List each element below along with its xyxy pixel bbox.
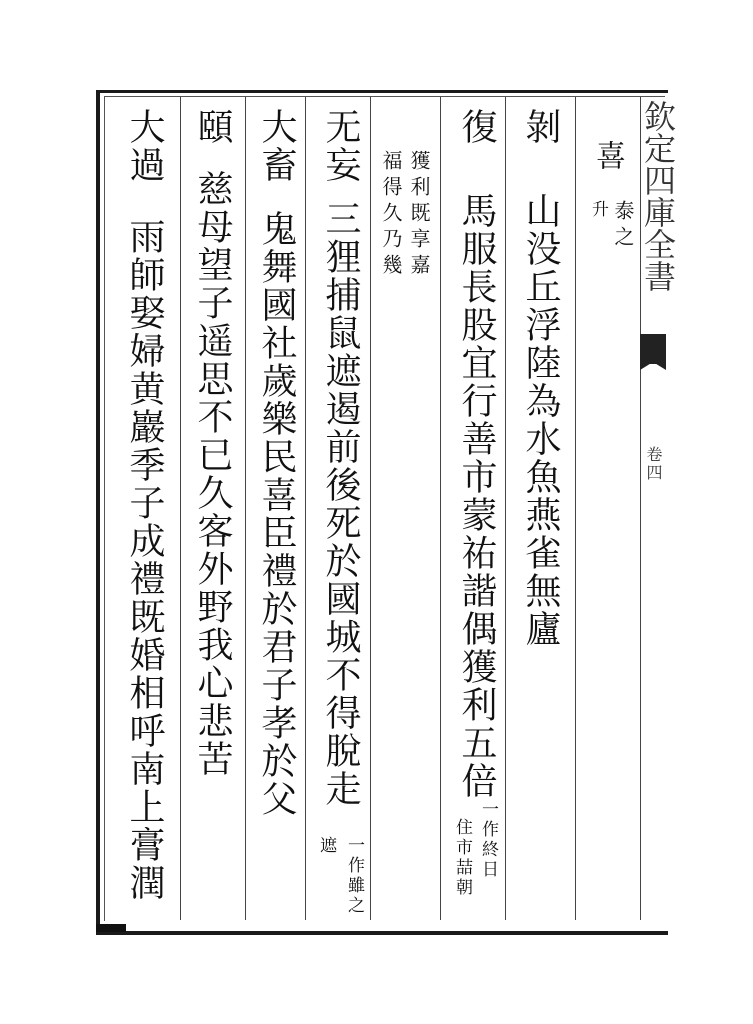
column-divider <box>440 97 441 920</box>
column-divider <box>505 97 506 920</box>
section-subtitle: 泰之 <box>611 200 635 252</box>
verse-text: 慈母望子遥思不已久客外野我心悲苦 <box>192 170 233 778</box>
hexagram-name: 大畜 <box>256 108 297 184</box>
variant-note: 一作終日 <box>478 800 498 880</box>
column-divider <box>305 97 306 920</box>
hexagram-name: 復 <box>456 108 497 146</box>
section-subtitle-note: 升 <box>588 200 608 220</box>
column-divider <box>370 97 371 920</box>
fishtail-ornament-icon <box>640 334 666 364</box>
hexagram-name: 剝 <box>520 108 561 146</box>
scan-mark <box>96 924 126 932</box>
column-divider <box>180 97 181 920</box>
section-title: 喜 <box>590 140 625 172</box>
commentary-note: 福得久乃幾 <box>379 150 403 280</box>
hexagram-name: 頤 <box>192 108 233 146</box>
verse-text: 三狸捕鼠遮遏前後死於國城不得脫走 <box>320 200 361 808</box>
column-divider <box>245 97 246 920</box>
commentary-note: 獲利既享嘉 <box>407 150 431 280</box>
volume-label: 卷四 <box>644 446 663 482</box>
variant-note: 一作雖之 <box>344 836 364 916</box>
verse-text: 鬼舞國社歲樂民喜臣禮於君子孝於父 <box>256 210 297 818</box>
book-title: 欽定四庫全書 <box>639 100 677 292</box>
hexagram-name: 大過 <box>124 108 165 184</box>
variant-note: 遮 <box>316 836 336 856</box>
verse-text: 馬服長股宜行善市蒙祐諧偶獲利五倍 <box>456 192 497 800</box>
verse-text: 山没丘浮陸為水魚燕雀無廬 <box>520 192 561 648</box>
variant-note: 住市喆朝 <box>452 818 472 898</box>
column-divider <box>575 97 576 920</box>
hexagram-name: 无妄 <box>320 108 361 184</box>
verse-text: 雨師娶婦黄巖季子成禮既婚相呼南上膏潤 <box>124 218 165 902</box>
